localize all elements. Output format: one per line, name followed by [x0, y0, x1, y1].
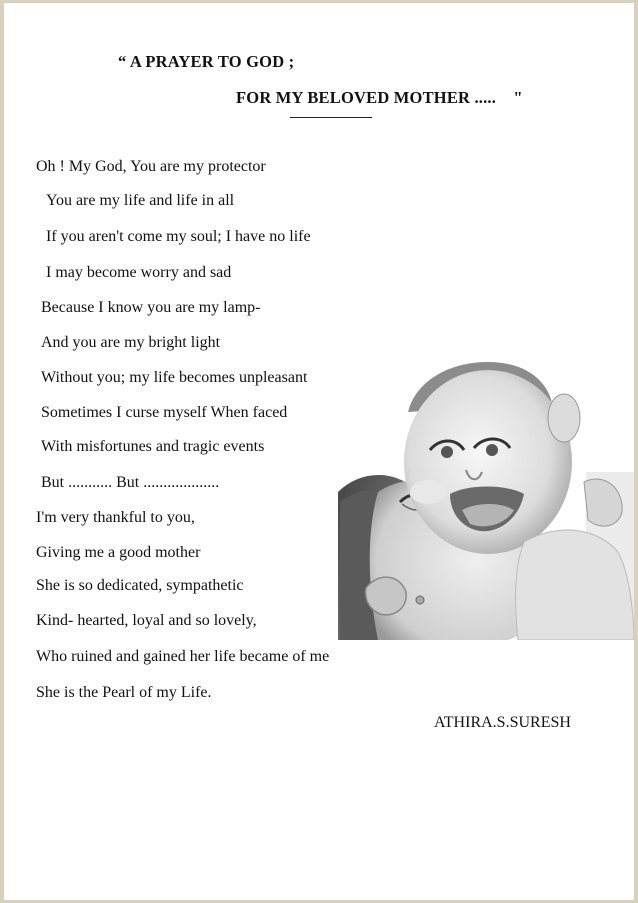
poem-title: “ A PRAYER TO GOD ; [118, 52, 295, 71]
poem-line: Kind- hearted, loyal and so lovely, [36, 612, 257, 629]
poem-line: She is so dedicated, sympathetic [36, 577, 244, 594]
poem-line: I may become worry and sad [46, 264, 232, 281]
poem-line: Sometimes I curse myself When faced [41, 404, 288, 421]
poem-line: But ........... But ................... [41, 474, 220, 491]
poem-line: Who ruined and gained her life became of me [36, 648, 330, 665]
poem-line: With misfortunes and tragic events [41, 438, 265, 455]
poem-line: If you aren't come my soul; I have no life [46, 228, 311, 245]
poem-line: Because I know you are my lamp- [41, 299, 261, 316]
poem-subtitle: FOR MY BELOVED MOTHER ..... " [236, 88, 523, 107]
title-underline [290, 117, 372, 118]
author-name: ATHIRA.S.SURESH [434, 714, 571, 731]
poem-line: She is the Pearl of my Life. [36, 684, 212, 701]
poem-line: I'm very thankful to you, [36, 509, 195, 526]
poem-line: Giving me a good mother [36, 544, 201, 561]
poem-line: And you are my bright light [41, 334, 221, 351]
poem-line: Oh ! My God, You are my protector [36, 158, 266, 175]
poem-line: Without you; my life becomes unpleasant [41, 369, 308, 386]
mother-baby-illustration [338, 352, 634, 640]
poem-line: You are my life and life in all [46, 192, 235, 209]
